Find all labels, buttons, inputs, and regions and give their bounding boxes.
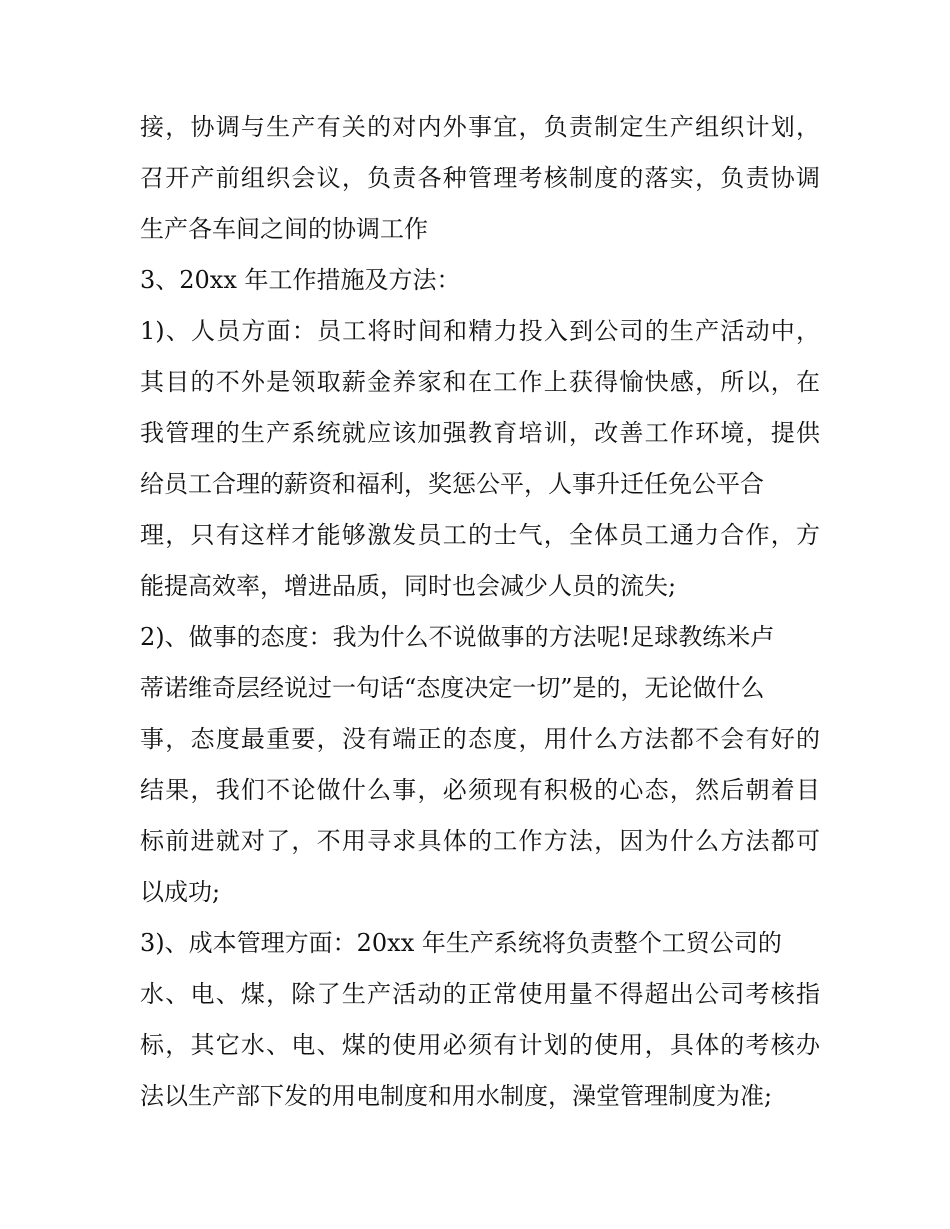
body-text: [140, 102, 820, 1122]
text-line: 给员工合理的薪资和福利，奖惩公平，人事升迁任免公平合: [140, 470, 764, 498]
text-line: 我管理的生产系统就应该加强教育培训，改善工作环境，提供: [140, 419, 820, 447]
section-heading: 3、20xx 年工作措施及方法：: [140, 266, 461, 294]
text-line: 召开产前组织会议，负责各种管理考核制度的落实，负责协调: [140, 164, 820, 192]
text-line: 法以生产部下发的用电制度和用水制度，澡堂管理制度为准;: [140, 1082, 773, 1110]
text-line: 能提高效率，增进品质，同时也会减少人员的流失;: [140, 572, 677, 600]
text-line: 结果，我们不论做什么事，必须现有积极的心态，然后朝着目: [140, 776, 820, 804]
text-line: 1)、人员方面：员工将时间和精力投入到公司的生产活动中，: [140, 317, 820, 345]
text-line: 标，其它水、电、煤的使用必须有计划的使用，具体的考核办: [140, 1031, 820, 1059]
text-line: 2)、做事的态度：我为什么不说做事的方法呢!足球教练米卢: [140, 623, 775, 651]
text-line: 水、电、煤，除了生产活动的正常使用量不得超出公司考核指: [140, 980, 820, 1008]
text-line: 3)、成本管理方面：20xx 年生产系统将负责整个工贸公司的: [140, 929, 782, 957]
text-line: 事，态度最重要，没有端正的态度，用什么方法都不会有好的: [140, 725, 820, 753]
text-line: 以成功;: [140, 878, 221, 906]
text-line: 标前进就对了，不用寻求具体的工作方法，因为什么方法都可: [140, 827, 820, 855]
text-line: 生产各车间之间的协调工作: [140, 215, 428, 243]
text-line: 接，协调与生产有关的对内外事宜，负责制定生产组织计划，: [140, 113, 820, 141]
text-line: 其目的不外是领取薪金养家和在工作上获得愉快感，所以，在: [140, 368, 820, 396]
text-line: 蒂诺维奇层经说过一句话“态度决定一切”是的，无论做什么: [140, 674, 765, 702]
text-line: 理，只有这样才能够激发员工的士气，全体员工通力合作，方: [140, 521, 820, 549]
